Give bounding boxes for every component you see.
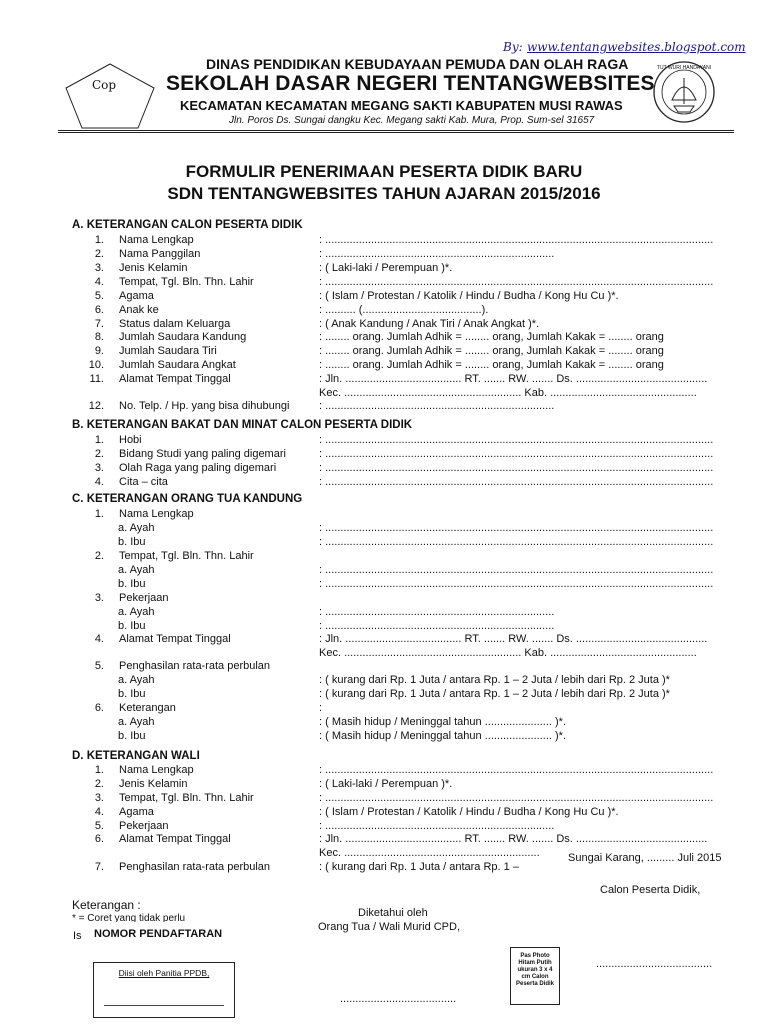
field-input[interactable]: : ........................................................................... bbox=[319, 248, 555, 260]
field-input[interactable]: Kec. ................................................................ bbox=[319, 847, 540, 859]
school-name: SEKOLAH DASAR NEGERI TENTANGWEBSITES bbox=[166, 72, 655, 95]
sub-item-label: a. Ayah bbox=[118, 674, 155, 686]
field-label: Nama Panggilan bbox=[119, 248, 201, 260]
field-input[interactable]: : Jln. ...................................... RT. ....... RW. ....... Ds. ........................................... bbox=[319, 373, 708, 385]
by-label: By: bbox=[503, 40, 523, 54]
field-label: Agama bbox=[119, 806, 154, 818]
field-label: Jenis Kelamin bbox=[119, 262, 188, 274]
field-label: Jumlah Saudara Angkat bbox=[119, 359, 236, 371]
item-number: 1. bbox=[94, 508, 104, 520]
note-title: Keterangan : bbox=[72, 898, 141, 912]
item-number: 7. bbox=[94, 318, 104, 330]
field-input[interactable]: : ( Laki-laki / Perempuan )*. bbox=[319, 778, 453, 790]
place-date: Sungai Karang, ......... Juli 2015 bbox=[568, 852, 722, 864]
sub-item-label: b. Ibu bbox=[118, 730, 146, 742]
field-input[interactable]: Kec. .......................................................... Kab. ................................................ bbox=[319, 387, 697, 399]
field-input[interactable]: : ( kurang dari Rp. 1 Juta / antara Rp. 1 – 2 Juta / lebih dari Rp. 2 Juta )* bbox=[319, 674, 670, 686]
field-label: Status dalam Keluarga bbox=[119, 318, 231, 330]
field-input[interactable]: Kec. .......................................................... Kab. ................................................ bbox=[319, 647, 697, 659]
header-rule-2 bbox=[58, 132, 734, 133]
item-number: 5. bbox=[94, 820, 104, 832]
item-number: 12. bbox=[88, 400, 104, 412]
item-number: 3. bbox=[94, 462, 104, 474]
field-input[interactable]: : ............................................................................................................................... bbox=[319, 434, 714, 446]
field-input[interactable]: : ( kurang dari Rp. 1 Juta / antara Rp. 1 – 2 Juta / lebih dari Rp. 2 Juta )* bbox=[319, 688, 670, 700]
item-number: 7. bbox=[94, 861, 104, 873]
field-label: Tempat, Tgl. Bln. Thn. Lahir bbox=[119, 792, 254, 804]
field-input[interactable]: : ........ orang. Jumlah Adhik = ........ orang, Jumlah Kakak = ........ orang bbox=[319, 331, 664, 343]
section-d-heading: D. KETERANGAN WALI bbox=[72, 750, 200, 762]
field-label: Pekerjaan bbox=[119, 820, 169, 832]
field-input[interactable]: : ............................................................................................................................... bbox=[319, 462, 714, 474]
note-line: * = Coret yang tidak perlu bbox=[72, 913, 186, 922]
field-label: Nama Lengkap bbox=[119, 764, 194, 776]
cop-label: Cop bbox=[92, 78, 117, 92]
field-input[interactable]: : ........................................................................... bbox=[319, 400, 555, 412]
field-label: Nama Lengkap bbox=[119, 234, 194, 246]
sub-item-label: a. Ayah bbox=[118, 716, 155, 728]
field-input[interactable]: : ........................................................................... bbox=[319, 620, 555, 632]
item-number: 2. bbox=[94, 448, 104, 460]
field-label: Keterangan bbox=[119, 702, 176, 714]
sub-item-label: b. Ibu bbox=[118, 536, 146, 548]
item-number: 6. bbox=[94, 702, 104, 714]
field-input[interactable]: : ............................................................................................................................... bbox=[319, 522, 714, 534]
item-number: 4. bbox=[94, 806, 104, 818]
field-input[interactable]: : ............................................................................................................................... bbox=[319, 564, 714, 576]
item-number: 2. bbox=[94, 550, 104, 562]
field-label: Olah Raga yang paling digemari bbox=[119, 462, 277, 474]
item-number: 9. bbox=[94, 345, 104, 357]
field-input[interactable]: : ............................................................................................................................... bbox=[319, 578, 714, 590]
committee-label: Diisi oleh Panitia PPDB, bbox=[118, 968, 210, 978]
item-number: 4. bbox=[94, 276, 104, 288]
item-number: 3. bbox=[94, 592, 104, 604]
field-label: Cita – cita bbox=[119, 476, 168, 488]
field-label: Alamat Tempat Tinggal bbox=[119, 633, 231, 645]
item-number: 5. bbox=[94, 290, 104, 302]
header-rule bbox=[58, 130, 734, 131]
field-label: Alamat Tempat Tinggal bbox=[119, 833, 231, 845]
field-input[interactable]: : ( Laki-laki / Perempuan )*. bbox=[319, 262, 453, 274]
field-input[interactable]: : ( Anak Kandung / Anak Tiri / Anak Angkat )*. bbox=[319, 318, 540, 330]
dept-name: DINAS PENDIDIKAN KEBUDAYAAN PEMUDA DAN OLAH RAGA bbox=[206, 56, 629, 72]
field-input[interactable]: : ............................................................................................................................... bbox=[319, 448, 714, 460]
field-input[interactable]: : ............................................................................................................................... bbox=[319, 792, 714, 804]
field-input[interactable]: : ( kurang dari Rp. 1 Juta / antara Rp. 1 – bbox=[319, 861, 519, 873]
candidate-label: Calon Peserta Didik, bbox=[600, 884, 701, 896]
field-label: No. Telp. / Hp. yang bisa dihubungi bbox=[119, 400, 290, 412]
photo-label: Pas Photo Hitam Putih ukuran 3 x 4 cm Calon Peserta Didik bbox=[515, 953, 555, 987]
cop-pentagon bbox=[64, 62, 156, 130]
field-input[interactable]: : ........ orang. Jumlah Adhik = ........ orang, Jumlah Kakak = ........ orang bbox=[319, 359, 664, 371]
field-label: Jumlah Saudara Tiri bbox=[119, 345, 217, 357]
item-number: 1. bbox=[94, 764, 104, 776]
acknowledged-label: Diketahui oleh bbox=[358, 907, 428, 919]
item-number: 3. bbox=[94, 792, 104, 804]
guardian-label: Orang Tua / Wali Murid CPD, bbox=[318, 921, 461, 933]
field-label: Jumlah Saudara Kandung bbox=[119, 331, 247, 343]
field-input[interactable]: : ............................................................................................................................... bbox=[319, 234, 714, 246]
item-number: 8. bbox=[94, 331, 104, 343]
item-number: 5. bbox=[94, 660, 104, 672]
field-label: Hobi bbox=[119, 434, 142, 446]
field-label: Tempat, Tgl. Bln. Thn. Lahir bbox=[119, 276, 254, 288]
item-number: 2. bbox=[94, 248, 104, 260]
field-input[interactable]: : ............................................................................................................................... bbox=[319, 276, 714, 288]
section-b-heading: B. KETERANGAN BAKAT DAN MINAT CALON PESERTA DIDIK bbox=[72, 419, 413, 431]
field-input[interactable]: : ........ orang. Jumlah Adhik = ........ orang, Jumlah Kakak = ........ orang bbox=[319, 345, 664, 357]
field-label: Jenis Kelamin bbox=[119, 778, 188, 790]
field-input[interactable]: : bbox=[319, 702, 323, 714]
item-number: 1. bbox=[94, 234, 104, 246]
field-input[interactable]: : ........................................................................... bbox=[319, 606, 555, 618]
field-input[interactable]: : Jln. ...................................... RT. ....... RW. ....... Ds. ........................................... bbox=[319, 833, 708, 845]
registration-number-label: NOMOR PENDAFTARAN bbox=[94, 928, 223, 940]
committee-sign-line bbox=[104, 1005, 224, 1006]
sub-item-label: b. Ibu bbox=[118, 688, 146, 700]
item-number: 3. bbox=[94, 262, 104, 274]
district-name: KECAMATAN KECAMATAN MEGANG SAKTI KABUPATEN MUSI RAWAS bbox=[180, 98, 623, 113]
school-address: Jln. Poros Ds. Sungai dangku Kec. Megang sakti Kab. Mura, Prop. Sum-sel 31657 bbox=[229, 115, 595, 126]
sub-item-label: b. Ibu bbox=[118, 620, 146, 632]
form-title-line1: FORMULIR PENERIMAAN PESERTA DIDIK BARU bbox=[185, 162, 583, 181]
field-label: Agama bbox=[119, 290, 154, 302]
field-input[interactable]: : .......... (.......................................). bbox=[319, 304, 489, 316]
is-prefix: Is bbox=[73, 930, 82, 942]
candidate-signature-line: ...................................... bbox=[596, 958, 713, 970]
item-number: 4. bbox=[94, 633, 104, 645]
field-label: Pekerjaan bbox=[119, 592, 169, 604]
field-label: Tempat, Tgl. Bln. Thn. Lahir bbox=[119, 550, 254, 562]
field-input[interactable]: : ........................................................................... bbox=[319, 820, 555, 832]
emblem-text: TUT WURI HANDAYANI bbox=[656, 65, 712, 71]
item-number: 1. bbox=[94, 434, 104, 446]
sub-item-label: a. Ayah bbox=[118, 522, 155, 534]
sub-item-label: a. Ayah bbox=[118, 564, 155, 576]
form-title-line2: SDN TENTANGWEBSITES TAHUN AJARAN 2015/2016 bbox=[167, 184, 601, 203]
field-label: Penghasilan rata-rata perbulan bbox=[119, 861, 271, 873]
section-a-heading: A. KETERANGAN CALON PESERTA DIDIK bbox=[72, 219, 303, 231]
field-input[interactable]: : ............................................................................................................................... bbox=[319, 764, 714, 776]
field-input[interactable]: : ............................................................................................................................... bbox=[319, 476, 714, 488]
sub-item-label: b. Ibu bbox=[118, 578, 146, 590]
field-label: Bidang Studi yang paling digemari bbox=[119, 448, 286, 460]
field-label: Penghasilan rata-rata perbulan bbox=[119, 660, 271, 672]
field-input[interactable]: : ............................................................................................................................... bbox=[319, 536, 714, 548]
item-number: 11. bbox=[89, 373, 104, 385]
field-label: Anak ke bbox=[119, 304, 159, 316]
guardian-signature-line: ...................................... bbox=[340, 993, 457, 1005]
item-number: 2. bbox=[94, 778, 104, 790]
field-label: Nama Lengkap bbox=[119, 508, 194, 520]
field-input[interactable]: : ( Masih hidup / Meninggal tahun ...................... )*. bbox=[319, 730, 567, 742]
section-c-heading: C. KETERANGAN ORANG TUA KANDUNG bbox=[72, 493, 303, 505]
sub-item-label: a. Ayah bbox=[118, 606, 155, 618]
field-input[interactable]: : Jln. ...................................... RT. ....... RW. ....... Ds. ........................................... bbox=[319, 633, 708, 645]
field-input[interactable]: : ( Islam / Protestan / Katolik / Hindu / Budha / Kong Hu Cu )*. bbox=[319, 290, 619, 302]
field-input[interactable]: : ( Islam / Protestan / Katolik / Hindu / Budha / Kong Hu Cu )*. bbox=[319, 806, 619, 818]
blog-url[interactable]: www.tentangwebsites.blogspot.com bbox=[527, 40, 746, 54]
item-number: 6. bbox=[94, 833, 104, 845]
field-label: Alamat Tempat Tinggal bbox=[119, 373, 231, 385]
item-number: 6. bbox=[94, 304, 104, 316]
item-number: 10. bbox=[88, 359, 104, 371]
item-number: 4. bbox=[94, 476, 104, 488]
field-input[interactable]: : ( Masih hidup / Meninggal tahun ...................... )*. bbox=[319, 716, 567, 728]
